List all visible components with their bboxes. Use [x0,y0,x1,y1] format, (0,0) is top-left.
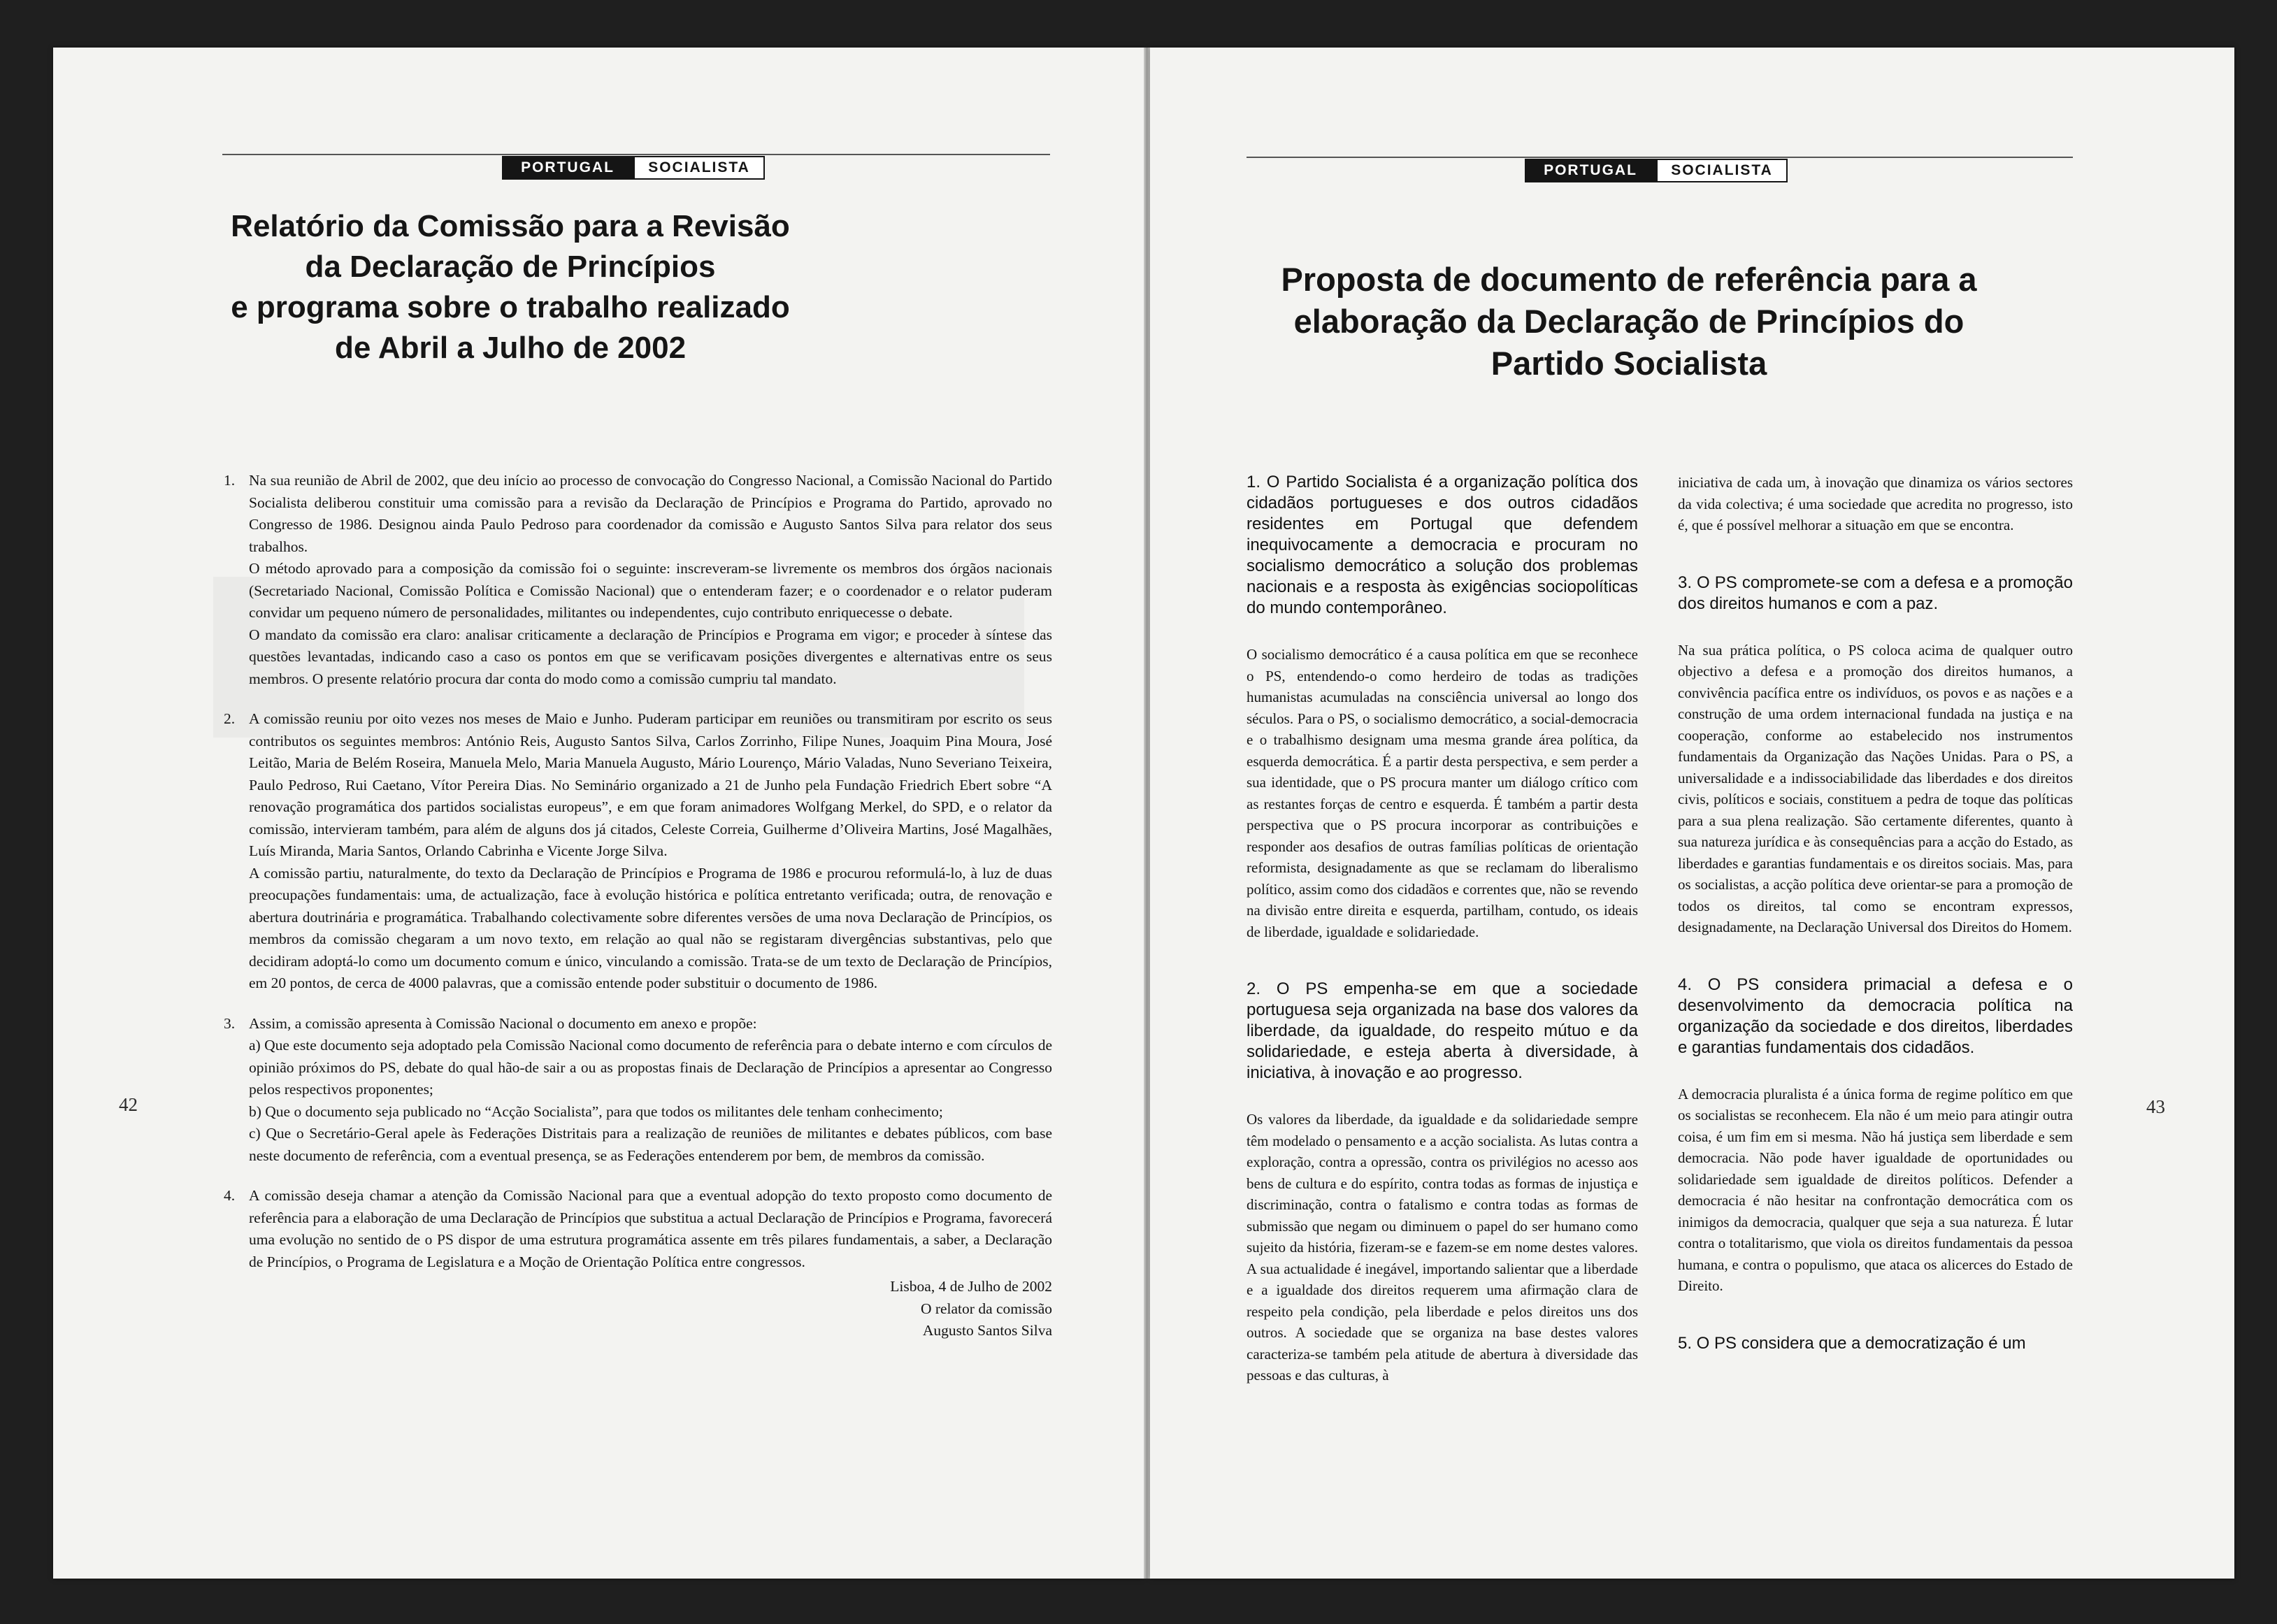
signature-line: Lisboa, 4 de Julho de 2002 [890,1278,1052,1295]
title-line: Partido Socialista [1491,345,1767,382]
right-column-a [1247,472,1638,1423]
title-line: e programa sobre o trabalho realizado [231,290,790,324]
title-line: Relatório da Comissão para a Revisão [231,209,790,243]
section-number: 4. [224,1187,236,1204]
point-heading: 1. O Partido Socialista é a organização política dos cidadãos portugueses e dos outros cidadãos residentes em Portugal que defendem inequivocamente a democracia e procuram no socialismo democrático a solução dos problemas nacionais e a resposta às exigências sociopolíticas do mundo contemporâneo. [1247,473,1638,617]
paragraph: c) Que o Secretário-Geral apele às Federações Distritais para a realização de reuniões de militantes e debates públicos, com base neste documento de referência, com a eventual presença, se as Federações entenderem por bem, de membros da comissão. [249,1125,1052,1164]
section-number: 2. [224,710,236,727]
masthead-socialista: SOCIALISTA [633,156,765,180]
paragraph: Na sua reunião de Abril de 2002, que deu início ao processo de convocação do Congresso Nacional, a Comissão Nacional do Partido Socialista deliberou constituir uma comissão para a revisão da Declaração de Princípios e Programa do Partido, aprovado no Congresso de 1986. Designou ainda Paulo Pedroso para coordenador da comissão e Augusto Santos Silva para relator dos seus trabalhos. [249,472,1052,555]
page-number-right: 43 [2146,1096,2165,1117]
report-section [224,470,1052,690]
paragraph: b) Que o documento seja publicado no “Acção Socialista”, para que todos os militantes dele tenham conhecimento; [249,1102,943,1120]
paragraph: A comissão deseja chamar a atenção da Comissão Nacional para que a eventual adopção do texto proposto como documento de referência para a elaboração de uma Declaração de Princípios que substitua a actual Declaração de Princípios e Programa, favorecerá uma evolução no sentido de o PS dispor de uma estrutura programática assente em três pilares fundamentais, a saber, a Declaração de Princípios, o Programa de Legislatura e a Moção de Orientação Política entre congressos. [249,1187,1052,1270]
masthead-portugal: PORTUGAL [1525,159,1656,182]
point-heading: 4. O PS considera primacial a defesa e o desenvolvimento da democracia política na organização da sociedade e dos direitos, liberdades e garantias fundamentais dos cidadãos. [1678,975,2073,1057]
point-heading: 3. O PS compromete-se com a defesa e a promoção dos direitos humanos e com a paz. [1678,573,2073,613]
paragraph: a) Que este documento seja adoptado pela Comissão Nacional como documento de referência para o debate interno e com círculos de opinião próximos do PS, debate do qual hão-de sair a ou as propostas finais de Declaração de Princípios a apresentar ao Congresso pelos respectivos proponentes; [249,1037,1052,1098]
title-line: de Abril a Julho de 2002 [334,331,687,365]
point-heading: 2. O PS empenha-se em que a sociedade portuguesa seja organizada na base dos valores da liberdade, da igualdade, do respeito mútuo e da solidariedade, e esteja aberta à diversidade, à iniciativa, à inovação e ao progresso. [1247,979,1638,1082]
paragraph: Na sua prática política, o PS coloca acima de qualquer outro objectivo a defesa e a promoção dos direitos humanos, a convivência pacífica entre os indivíduos, os povos e as nações e a construção de uma ordem internacional fundada na justiça e na cooperação, conforme ao estabelecido nos instrumentos fundamentais da Organização das Nações Unidas. Para o PS, a universalidade e a indissociabilidade das liberdades e dos direitos civis, políticos e sociais, constituem a pedra de toque das políticas para a sua plena realização. São certamente diferentes, quanto à sua natureza jurídica e às consequências para a acção do Estado, as liberdades e garantias fundamentais e os direitos sociais. Mas, para os socialistas, a acção política deve orientar-se para a promoção de todos os direitos, tal como se encontram expressos, designadamente, na Declaração Universal dos Direitos do Homem. [1678,641,2073,935]
masthead-right [1525,159,1788,182]
point-heading: 5. O PS considera que a democratização é um [1678,1333,2026,1353]
left-page-body [224,470,1052,1342]
paragraph: O mandato da comissão era claro: analisar criticamente a declaração de Princípios e Programa em vigor; e proceder à síntese das questões levantadas, indicando caso a caso os pontos em que se verificavam posições divergentes e alternativas entre os seus membros. O presente relatório procura dar conta do modo como a comissão cumpriu tal mandato. [249,626,1052,687]
masthead-left [502,156,765,180]
right-page-title [1230,259,2027,385]
page-number-left: 42 [119,1094,138,1115]
masthead-socialista: SOCIALISTA [1656,159,1788,182]
paragraph: A democracia pluralista é a única forma de regime político em que os socialistas se reconhecem. Ela não é um meio para atingir outra coisa, é um fim em si mesma. Não há justiça sem liberdade e sem democracia. Não pode haver igualdade de oportunidades ou solidariedade sem igualdade de direitos políticos. Defender a democracia é não hesitar na confrontação democrática com os inimigos da democracia, qualquer que seja a sua natureza. É lutar contra o totalitarismo, que viola os direitos fundamentais da pessoa humana, e contra o populismo, que ataca os alicerces do Estado de Direito. [1678,1085,2073,1294]
section-number: 1. [224,472,236,489]
paragraph: iniciativa de cada um, à inovação que dinamiza os vários sectores da vida colectiva; é uma sociedade que acredita no progresso, isto é, que é possível melhorar a situação em que se encontra. [1678,474,2073,533]
title-line: da Declaração de Princípios [305,250,716,284]
report-section [224,1013,1052,1167]
title-line: Proposta de documento de referência para a [1281,261,1977,298]
title-line: elaboração da Declaração de Princípios do [1293,303,1964,340]
signature-line: Augusto Santos Silva [922,1322,1052,1339]
paragraph: Assim, a comissão apresenta à Comissão Nacional o documento em anexo e propõe: [249,1014,757,1032]
left-page-title [231,206,790,368]
paragraph: Os valores da liberdade, da igualdade e da solidariedade sempre têm modelado o pensamento e a acção socialista. As lutas contra a exploração, contra a opressão, contra os privilégios no acesso aos bens de cultura e do espírito, contra todas as formas de injustiça e discriminação, contra o fatalismo e contra todas as formas de submissão que negam ou diminuem o papel do ser humano como sujeito da história, fizeram-se e fazem-se em nome destes valores. A sua actualidade é inegável, importando salientar que a liberdade e a igualdade dos direitos requerem uma afirmação clara de respeito pela condição, pela liberdade e pelos direitos uns dos outros. A sociedade que se organiza na base destes valores caracteriza-se também pela atitude de abertura à diversidade das pessoas e das culturas, à [1247,1111,1638,1384]
paragraph: A comissão partiu, naturalmente, do texto da Declaração de Princípios e Programa de 1986 e procurou reformulá-lo, à luz de duas preocupações fundamentais: uma, de actualização, face à evolução histórica e política entretanto verificada; outra, de renovação e abertura doutrinária e programática. Trabalhando colectivamente sobre diferentes versões de uma nova Declaração de Princípios, os membros da comissão chegaram a um novo texto, em relação ao qual não se registaram divergências substantivas, pelo que decidiram adoptá-lo como um documento comum e único, vinculando a comissão. Trata-se de um texto de Declaração de Princípios, em 20 pontos, de cerca de 4000 palavras, que a comissão entende poder substituir o documento de 1986. [249,864,1052,991]
header-rule-right [1247,157,2073,158]
right-column-b [1678,472,2073,1379]
report-section [224,708,1052,995]
paragraph: A comissão reuniu por oito vezes nos meses de Maio e Junho. Puderam participar em reuniões ou transmitiram por escrito os seus contributos os seguintes membros: António Reis, Augusto Santos Silva, Carlos Zorrinho, Filipe Nunes, Joaquim Pina Moura, José Leitão, Maria de Belém Roseira, Manuela Melo, Maria Manuela Augusto, Mário Lourenço, Mário Valadas, Nuno Severiano Teixeira, Paulo Pedroso, Rui Caetano, Vítor Pereira Dias. No Seminário organizado a 21 de Junho pela Fundação Friedrich Ebert sobre “A renovação programática dos partidos socialistas europeus”, e em que foram animadores Wolfgang Merkel, do SPD, e o relator da comissão, intervieram também, para além de alguns dos já citados, Celeste Correia, Guilherme d’Oliveira Martins, José Magalhães, Luís Miranda, Maria Santos, Orlando Cabrinha e Vicente Jorge Silva. [249,710,1052,859]
header-rule-left [222,154,1050,155]
section-number: 3. [224,1014,236,1032]
signature-line: O relator da comissão [920,1300,1052,1317]
paragraph: O método aprovado para a composição da comissão foi o seguinte: inscreveram-se livremente os membros dos órgãos nacionais (Secretariado Nacional, Comissão Política e Comissão Nacional) que o entenderam fazer; e o coordenador e o relator puderam convidar um pequeno número de personalidades, militantes ou independentes, cujo contributo enriquecesse o debate. [249,560,1052,621]
signature-block [224,1276,1052,1342]
book-gutter [1144,48,1150,1579]
report-section [224,1185,1052,1273]
paragraph: O socialismo democrático é a causa política em que se reconhece o PS, entendendo-o como herdeiro de todas as tradições humanistas acumuladas na consciência universal ao longo dos séculos. Para o PS, o socialismo democrático, a social-democracia e o trabalhismo designam uma mesma grande área política, da esquerda democrática. É a partir desta perspectiva, e sem perder a sua identidade, que o PS procura manter um diálogo crítico com as restantes forças de centro e esquerda. É também a partir desta perspectiva que o PS procura incorporar as contribuições e responder aos desafios de outras famílias políticas de orientação reformista, designadamente as que se reclamam do liberalismo político, assim como dos cidadãos e correntes que, não se revendo na divisão entre direita e esquerda, partilham, contudo, os ideais de liberdade, igualdade e solidariedade. [1247,646,1638,940]
masthead-portugal: PORTUGAL [502,156,633,180]
